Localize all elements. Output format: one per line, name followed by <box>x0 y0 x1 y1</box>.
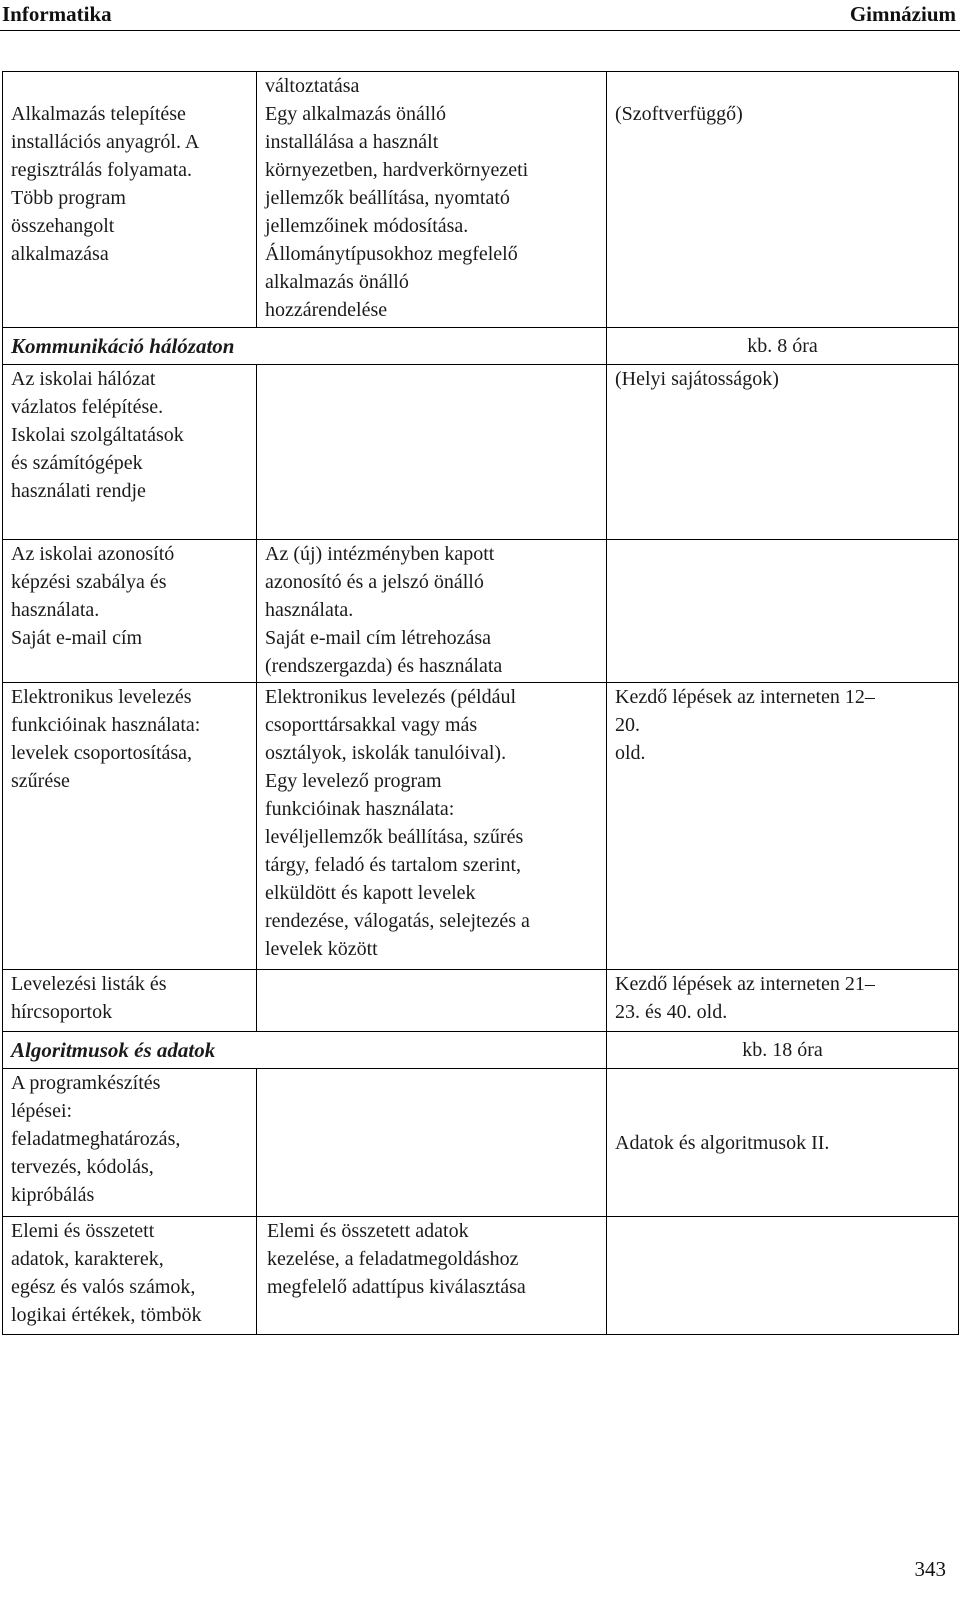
activity-cell <box>257 365 607 540</box>
note-cell <box>607 540 959 683</box>
header-subject: Informatika <box>2 2 112 26</box>
table-row <box>3 1217 959 1335</box>
curriculum-table <box>2 71 959 1335</box>
note-cell: Adatok és algoritmusok II. <box>607 1069 959 1217</box>
topic-cell: Az iskolai hálózat vázlatos felépítése. Iskolai szolgáltatások és számítógépek használati rendje <box>3 365 257 540</box>
activity-cell: Elektronikus levelezés (például csoporttársakkal vagy más osztályok, iskolák tanulóival). Egy levelező program funkcióinak használata: levéljellemzők beállítása, szűrés tárgy, feladó és tartalom szerint, elküldött és kapott levelek rendezése, válogatás, selejtezés a levelek között <box>257 683 607 970</box>
section-row <box>3 1032 959 1069</box>
section-title: Kommunikáció hálózaton <box>3 328 607 365</box>
table-row <box>3 970 959 1032</box>
table-row <box>3 683 959 970</box>
activity-cell <box>257 970 607 1032</box>
note-cell: Kezdő lépések az interneten 21– 23. és 40. old. <box>607 970 959 1032</box>
page-number: 343 <box>914 1557 946 1581</box>
section-row <box>3 328 959 365</box>
section-hours: kb. 8 óra <box>607 328 959 365</box>
header-school-type: Gimnázium <box>849 2 956 26</box>
table-row <box>3 1069 959 1217</box>
topic-cell: A programkészítés lépései: feladatmeghatározás, tervezés, kódolás, kipróbálás <box>3 1069 257 1217</box>
activity-cell <box>257 1069 607 1217</box>
topic-cell: Alkalmazás telepítése installációs anyagról. A regisztrálás folyamata. Több program összehangolt alkalmazása <box>3 72 257 328</box>
activity-cell: Elemi és összetett adatok kezelése, a feladatmegoldáshoz megfelelő adattípus kiválasztása <box>257 1217 607 1335</box>
topic-cell: Levelezési listák és hírcsoportok <box>3 970 257 1032</box>
note-cell: (Helyi sajátosságok) <box>607 365 959 540</box>
topic-cell: Az iskolai azonosító képzési szabálya és használata. Saját e-mail cím <box>3 540 257 683</box>
table-row <box>3 72 959 328</box>
table-row <box>3 540 959 683</box>
note-cell: (Szoftverfüggő) <box>607 72 959 328</box>
activity-cell: változtatása Egy alkalmazás önálló installálása a használt környezetben, hardverkörnyezeti jellemzők beállítása, nyomtató jellemzőinek módosítása. Állománytípusokhoz megfelelő alkalmazás önálló hozzárendelése <box>257 72 607 328</box>
section-title: Algoritmusok és adatok <box>3 1032 607 1069</box>
section-hours: kb. 18 óra <box>607 1032 959 1069</box>
activity-cell: Az (új) intézményben kapott azonosító és a jelszó önálló használata. Saját e-mail cím létrehozása (rendszergazda) és használata <box>257 540 607 683</box>
topic-cell: Elemi és összetett adatok, karakterek, egész és valós számok, logikai értékek, tömbök <box>3 1217 257 1335</box>
table-row <box>3 365 959 540</box>
note-cell: Kezdő lépések az interneten 12– 20. old. <box>607 683 959 970</box>
note-cell <box>607 1217 959 1335</box>
page-header <box>0 0 960 31</box>
topic-cell: Elektronikus levelezés funkcióinak használata: levelek csoportosítása, szűrése <box>3 683 257 970</box>
